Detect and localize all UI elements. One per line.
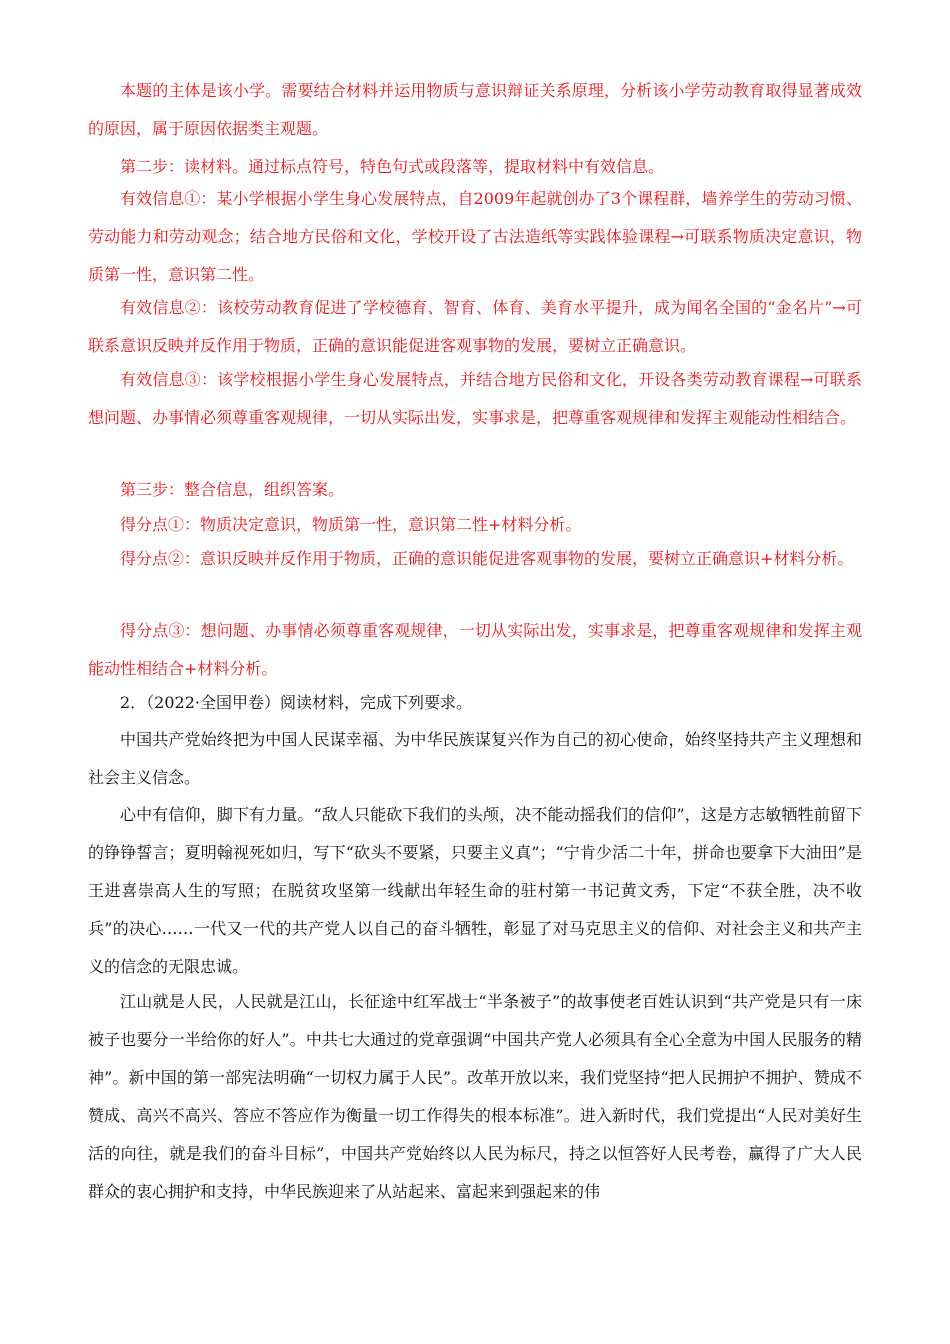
scoring-point-1: 得分点①：物质决定意识，物质第一性，意识第二性+材料分析。 xyxy=(120,515,582,534)
analysis-info-3: 有效信息③：该学校根据小学生身心发展特点，并结合地方民俗和文化，开设各类劳动教育课程→可联系想问题、办事情必须尊重客观规律，一切从实际出发，实事求是，把尊重客观规律和发挥主观能动性相结合。 xyxy=(88,370,862,427)
analysis-step-three: 第三步：整合信息，组织答案。 xyxy=(120,480,345,499)
analysis-step-two: 第二步：读材料。通过标点符号，特色句式或段落等，提取材料中有效信息。 xyxy=(120,157,665,176)
analysis-info-1: 有效信息①：某小学根据小学生身心发展特点，自2009年起就创办了3个课程群，墙养学生的劳动习惯、劳动能力和劳动观念；结合地方民俗和文化，学校开设了古法造纸等实践体验课程→可联系物质决定意识，物质第一性，意识第二性。 xyxy=(88,189,862,284)
scoring-point-2: 得分点②：意识反映并反作用于物质，正确的意识能促进客观事物的发展，要树立正确意识+材料分析。 xyxy=(120,549,854,568)
material-paragraph-2: 心中有信仰，脚下有力量。“敌人只能砍下我们的头颅，决不能动摇我们的信仰”，这是方志敏牺牲前留下的铮铮誓言；夏明翰视死如归，写下“砍头不要紧，只要主义真”；“宁肯少活二十年，拼命也要拿下大油田”是王进喜崇高人生的写照；在脱贫攻坚第一线献出年轻生命的驻村第一书记黄文秀，下定“不获全胜，决不收兵”的决心……一代又一代的共产党人以自己的奋斗牺牲，彰显了对马克思主义的信仰、对社会主义和共产主义的信念的无限忠诚。 xyxy=(88,805,862,976)
scoring-point-3: 得分点③：想问题、办事情必须尊重客观规律，一切从实际出发，实事求是，把尊重客观规律和发挥主观能动性相结合+材料分析。 xyxy=(88,621,862,678)
question-header: 2．（2022·全国甲卷）阅读材料，完成下列要求。 xyxy=(120,693,472,712)
material-paragraph-1: 中国共产党始终把为中国人民谋幸福、为中华民族谋复兴作为自己的初心使命，始终坚持共产主义理想和社会主义信念。 xyxy=(88,730,862,787)
material-paragraph-3: 江山就是人民，人民就是江山，长征途中红军战士“半条被子”的故事使老百姓认识到“共产党是只有一床被子也要分一半给你的好人”。中共七大通过的党章强调“中国共产党人必须具有全心全意为中国人民服务的精神”。新中国的第一部宪法明确“一切权力属于人民”。改革开放以来，我们党坚持“把人民拥护不拥护、赞成不赞成、高兴不高兴、答应不答应作为衡量一切工作得失的根本标准”。进入新时代，我们党提出“人民对美好生活的向往，就是我们的奋斗目标”，中国共产党始终以人民为标尺，持之以恒答好人民考卷，赢得了广大人民群众的衷心拥护和支持，中华民族迎来了从站起来、富起来到强起来的伟 xyxy=(88,992,862,1201)
analysis-subject: 本题的主体是该小学。需要结合材料并运用物质与意识辩证关系原理，分析该小学劳动教育取得显著成效的原因，属于原因依据类主观题。 xyxy=(88,81,862,138)
analysis-info-2: 有效信息②：该校劳动教育促进了学校德育、智育、体育、美育水平提升，成为闻名全国的“金名片”→可联系意识反映并反作用于物质，正确的意识能促进客观事物的发展，要树立正确意识。 xyxy=(88,298,862,355)
